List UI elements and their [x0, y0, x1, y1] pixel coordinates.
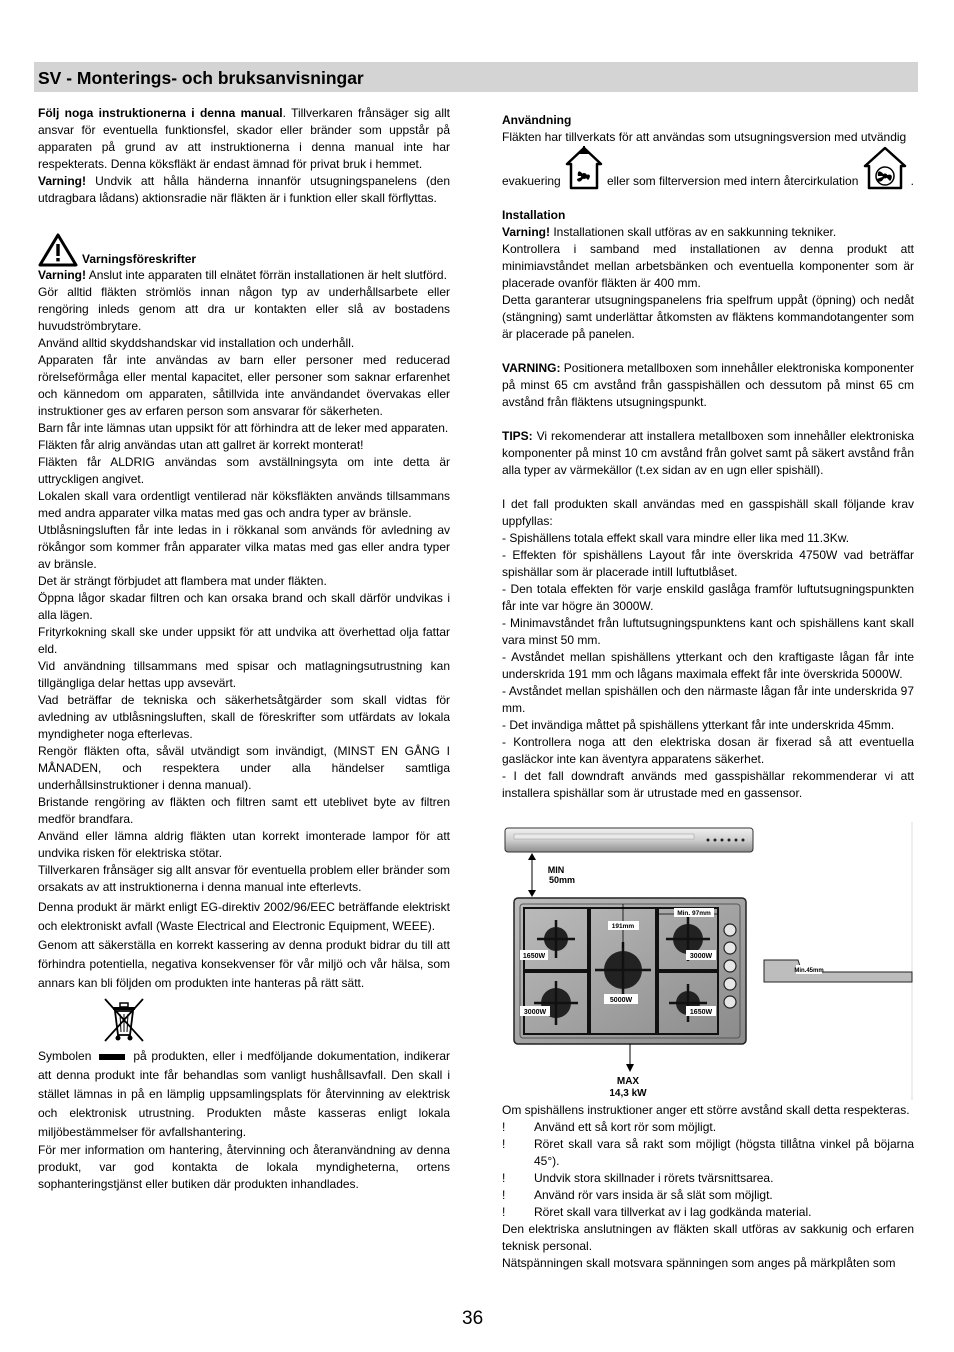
symbol-paragraph — [38, 1047, 450, 1142]
bullet-text: Använd ett så kort rör som möjligt. — [534, 1120, 717, 1134]
safety-paragraph: Frityrkokning skall ske under uppsikt för att undvika att överhettad olja fattar eld. — [38, 625, 450, 656]
dim-min97-label: Min. 97mm — [677, 910, 711, 917]
dim-191mm-label: 191mm — [611, 923, 635, 930]
install-title-text: Installation — [502, 208, 566, 222]
usage-evac-text: evakuering — [502, 174, 561, 188]
bullet-mark: ! — [502, 1171, 506, 1185]
dim-min45-label: Min.45mm — [794, 968, 824, 974]
install-warning-rest: Installationen skall utföras av en sakkunning tekniker. — [550, 225, 837, 239]
intro-bold: Följ noga instruktionerna i denna manual — [38, 106, 283, 120]
gas-requirement: - Den totala effekten för varje enskild gaslåga framför luftutsugningspunkten får inte var högre än 3000W. — [502, 582, 914, 613]
gas-requirement: - Effekten för spishällens Layout får inte överskrida 4750W vad beträffar spishällar som är placerade intill luftutblåset. — [502, 548, 914, 579]
tips-paragraph — [502, 428, 914, 479]
weee-paragraph: Denna produkt är märkt enligt EG-direktiv 2002/96/EEC beträffande elektriskt och elektroniskt avfall (Waste Electrical and Electronic Equipment, WEEE). — [38, 900, 450, 933]
safety-warning-bold: Varning! — [38, 268, 87, 282]
after-figure-paragraph: Om spishällens instruktioner anger ett större avstånd skall detta respekteras. — [502, 1103, 910, 1117]
final-paragraph: För mer information om hantering, återvinning och återanvändning av denna produkt, var god kontakta de lokala myndigheterna, ortens sophanteringstjänst eller butiken där produkten inhandlades. — [38, 1143, 450, 1191]
usage-line: Fläkten har tillverkats för att användas som utsugningsversion med utvändig — [502, 130, 907, 144]
safety-paragraph: Fläkten får alrig användas utan att gallret är korrekt monterat! — [38, 438, 364, 452]
install-warning-bold: Varning! — [502, 225, 551, 239]
electric-paragraph: Nätspänningen skall motsvara spänningen som anges på märkplåten som — [502, 1256, 896, 1270]
bullet-item — [502, 1204, 914, 1221]
bullet-item — [502, 1187, 914, 1204]
safety-warning — [38, 267, 450, 284]
min-distance-label: 50mm — [548, 875, 576, 885]
left-column — [38, 105, 450, 1193]
gas-requirement: - Spishällens totala effekt skall vara mindre eller lika med 11.3Kw. — [502, 531, 850, 545]
safety-paragraph: Tillverkaren frånsäger sig allt ansvar för eventuella problem eller bränder som orsakats av att instruktionerna i denna manual inte efterlevts. — [38, 863, 450, 894]
bullet-mark: ! — [502, 1137, 506, 1151]
safety-paragraph: Vad beträffar de tekniska och säkerhetsåtgärder som skall vidtas för avledning av utblåsningsluften, skall de föreskrifter som utfärdats av lokala myndigheter noga efterlevas. — [38, 693, 450, 741]
gas-requirement: - Avståndet mellan spishällens ytterkant och den kraftigaste lågan får inte underskrida 191 mm och lågans maximala effekt får inte överskrida 5000W. — [502, 650, 914, 681]
gas-requirement: - Det invändiga måttet på spishällens ytterkant får inte underskrida 45mm. — [502, 718, 895, 732]
max-power-label: 14,3 kW — [609, 1088, 647, 1099]
tips-bold: TIPS: — [502, 429, 533, 443]
weee-paragraph: Genom att säkerställa en korrekt kassering av denna produkt bidrar du till att förhindra potentiella, negativa konsekvenser för vår miljö och vår hälsa, som annars kan bli följden om produkten inte hanteras på rätt sätt. — [38, 938, 450, 990]
gas-requirement: - Kontrollera noga att den elektriska dosan är fixerad så att eventuella gasläckor inte kan äventyra apparatens säkerhet. — [502, 735, 914, 766]
install-paragraph: Detta garanterar utsugningspanelens fria spelfrum uppåt (öpning) och nedåt (stängning) samt underlättar åtkomsten av fläktens kommandotangenter som är placerade på panelen. — [502, 293, 914, 341]
gas-requirement: - Avståndet mellan spishällen och den närmaste lågan får inte underskrida 97 mm. — [502, 684, 914, 715]
warning-rest: Undvik att hålla händerna innanför utsugningspanelens (den utdragbara lådans) aktionsradie när fläkten är i funktion eller skall förflyttas. — [38, 174, 450, 205]
intro-rest: . Tillverkaren frånsäger sig allt ansvar för eventuella funktionsfel, skador eller bränder som uppstår på apparaten på grund av att instruktionerna i denna manual inte har respekterats. Denna köksfläkt är endast ämnad för privat bruk i hemmet. — [38, 106, 450, 171]
bullet-mark: ! — [502, 1188, 506, 1202]
safety-paragraph: Bristande rengöring av fläkten och filtren samt ett uteblivet byte av filtren medför brandfara. — [38, 795, 450, 826]
usage-title — [502, 112, 914, 129]
bullet-item — [502, 1170, 914, 1187]
safety-title: Varningsföreskrifter — [82, 252, 197, 266]
symbol-rest: på produkten, eller i medföljande dokumentation, indikerar att denna produkt inte får behandlas som vanligt hushållsavfall. Den skall i stället lämnas in på en lämplig uppsamlingsplats för återvinning av elektrisk och elektronisk utrustning. Produkten måste kasseras enligt lokala miljöbestämmelser för avfallshantering. — [38, 1049, 450, 1139]
intro-paragraph — [38, 105, 450, 173]
bullet-text: Undvik stora skillnader i rörets tvärsnittsarea. — [534, 1171, 774, 1185]
install-title — [502, 207, 914, 224]
section-header — [34, 62, 918, 92]
safety-paragraph: Fläkten får ALDRIG användas som avställningsyta om inte detta är uttryckligen angivet. — [38, 455, 450, 486]
black-bar-symbol — [99, 1054, 125, 1060]
right-column-bottom — [502, 1102, 914, 1272]
max-label: MAX — [616, 1076, 640, 1087]
usage-end-text: . — [910, 174, 914, 188]
bullet-text: Röret skall vara så rakt som möjligt (högsta tillåtna vinkel på böjarna 45°). — [534, 1137, 914, 1168]
varning-paragraph — [502, 360, 914, 411]
warning-triangle-icon — [38, 233, 78, 267]
weee-symbol-row — [38, 997, 450, 1047]
burner-power-label: 1650W — [522, 953, 546, 960]
recirculation-house-icon — [863, 146, 907, 190]
safety-paragraph: Rengör fläkten ofta, såväl utvändigt som invändigt, (MINST EN GÅNG I MÅNADEN, och respektera under alla händelser samtliga underhållsinstruktioner i denna manual). — [38, 744, 450, 792]
varning-bold: VARNING: — [502, 361, 561, 375]
bullet-text: Använd rör vars insida är så slät som möjligt. — [534, 1188, 773, 1202]
countertop-section — [764, 960, 912, 982]
install-warning — [502, 224, 914, 241]
usage-title-text: Användning — [502, 113, 572, 127]
usage-icons-line — [502, 146, 914, 190]
electric-paragraph: Den elektriska anslutningen av fläkten skall utföras av sakkunig och erfaren teknisk personal. — [502, 1222, 914, 1253]
safety-paragraph: Vid användning tillsammans med spisar och matlagningsutrustning kan tillgängliga delar hettas upp avsevärt. — [38, 659, 450, 690]
usage-mid-text: eller som filterversion med intern återcirkulation — [606, 174, 859, 188]
warning-paragraph — [38, 173, 450, 207]
page-title: SV - Monterings- och bruksanvisningar — [38, 68, 364, 88]
safety-paragraph: Apparaten får inte användas av barn eller personer med reducerad rörelseförmåga eller mental kapacitet, eller personer som saknar erfarenhet och kännedom om apparaten, såtillvida inte användandet övervakas eller instruktioner ges av erfaren person som ansvarar för säkerheten. — [38, 353, 450, 418]
right-column — [502, 112, 914, 802]
burner-power-label: 3000W — [689, 953, 713, 960]
burner-power-label: 1650W — [689, 1009, 713, 1016]
hob-installation-diagram — [502, 822, 914, 1100]
varning-rest: Positionera metallboxen som innehåller elektroniska komponenter på minst 65 cm avstånd från gasspishällen och dessutom på minst 65 cm avstånd från fläktens utsugningspunkt. — [502, 361, 914, 409]
gas-requirement: - I det fall downdraft används med gasspishällar rekommenderar vi att installera spishällar som är utrustade med en gassensor. — [502, 769, 914, 800]
min-label: MIN — [547, 865, 565, 875]
page-number: 36 — [462, 1308, 484, 1329]
bullet-mark: ! — [502, 1120, 506, 1134]
safety-paragraph: Utblåsningsluften får inte ledas in i rökkanal som används för avledning av rökångor som kommer från apparater vilka matas med gas eller andra typer av bränsle. — [38, 523, 450, 571]
safety-paragraph: Barn får inte lämnas utan uppsikt för att förhindra att de leker med apparaten. — [38, 421, 449, 435]
safety-paragraph: Gör alltid fläkten strömlös innan någon typ av underhållsarbete eller rengöring inleds genom att dra ur kontakten eller slå av bostadens huvudströmbrytare. — [38, 285, 450, 333]
crossed-out-wheelie-bin-icon — [102, 997, 146, 1043]
gas-requirement: - Minimavståndet från luftutsugningspunktens kant och spishällens kant skall vara minst 50 mm. — [502, 616, 914, 647]
bullet-item — [502, 1119, 914, 1136]
safety-paragraph: Det är strängt förbjudet att flambera mat under fläkten. — [38, 574, 327, 588]
symbol-word: Symbolen — [38, 1049, 92, 1063]
warning-bold: Varning! — [38, 174, 87, 188]
safety-paragraph: Använd alltid skyddshandskar vid installation och underhåll. — [38, 336, 355, 350]
ducted-extraction-house-icon — [565, 146, 603, 190]
safety-warning-rest: Anslut inte apparaten till elnätet förrän installationen är helt slutförd. — [86, 268, 447, 282]
safety-paragraph: Lokalen skall vara ordentligt ventilerad när köksfläkten används tillsammans med andra apparater vilka matas med gas och andra typer av bränsle. — [38, 489, 450, 520]
bullet-mark: ! — [502, 1205, 506, 1219]
burner-power-label: 3000W — [523, 1009, 547, 1016]
bullet-text: Röret skall vara tillverkat av i lag godkända material. — [534, 1205, 812, 1219]
tips-rest: Vi rekomenderar att installera metallboxen som innehåller elektroniska komponenter på minst 10 cm avstånd från golvet samt på säkert avstånd från alla typer av värmekällor (t.ex sidan av en ugn eller spishäll). — [502, 429, 914, 477]
safety-paragraph: Använd eller lämna aldrig fläkten utan korrekt imonterade lampor för att undvika risken för elektriska stötar. — [38, 829, 450, 860]
burner-power-label: 5000W — [609, 997, 633, 1004]
install-paragraph: Kontrollera i samband med installationen av denna produkt att minimiavståndet mellan arbetsbänken och eventuella komponenter som är placerade ovanför fläkten är 400 mm. — [502, 242, 914, 290]
bullet-item — [502, 1136, 914, 1170]
safety-paragraph: Öppna lågor skadar filtren och kan orsaka brand och skall därför undvikas i alla lägen. — [38, 591, 450, 622]
gas-intro: I det fall produkten skall användas med en gasspishäll skall följande krav uppfyllas: — [502, 497, 914, 528]
safety-heading — [38, 233, 450, 267]
